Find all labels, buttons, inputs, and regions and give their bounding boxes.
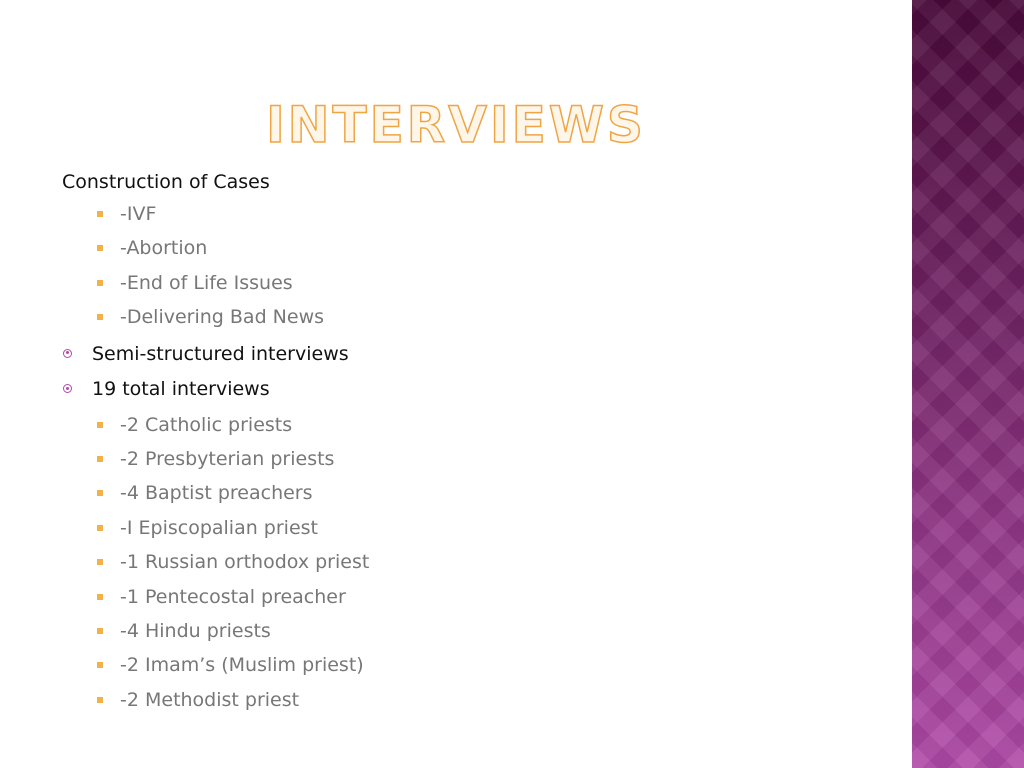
case-item <box>62 231 882 265</box>
square-bullet-icon <box>97 525 103 531</box>
square-bullet-icon <box>97 662 103 668</box>
interviewee-item <box>62 545 882 579</box>
case-item <box>62 197 882 231</box>
interviewee-item <box>62 408 882 442</box>
interviewee-label: -I Episcopalian priest <box>120 516 318 539</box>
bullet-item <box>62 372 882 408</box>
square-bullet-icon <box>97 456 103 462</box>
case-label: -Abortion <box>120 237 208 260</box>
circle-bullet-icon <box>63 349 72 358</box>
square-bullet-icon <box>97 594 103 600</box>
square-bullet-icon <box>97 628 103 634</box>
case-item <box>62 266 882 300</box>
interviewee-item <box>62 614 882 648</box>
square-bullet-icon <box>97 422 103 428</box>
square-bullet-icon <box>97 697 103 703</box>
bullet-label: Semi-structured interviews <box>92 342 349 365</box>
case-item <box>62 300 882 334</box>
circle-bullet-icon <box>63 384 72 393</box>
case-label: -End of Life Issues <box>120 271 293 294</box>
interviewee-label: -2 Presbyterian priests <box>120 447 335 470</box>
interviewee-item <box>62 511 882 545</box>
case-label: -Delivering Bad News <box>120 306 325 329</box>
slide-title: INTERVIEWS <box>266 96 646 154</box>
square-bullet-icon <box>97 245 103 251</box>
interviewee-item <box>62 683 882 717</box>
square-bullet-icon <box>97 314 103 320</box>
interviewee-item <box>62 580 882 614</box>
slide-body <box>62 167 882 717</box>
bullet-item <box>62 337 882 373</box>
interviewee-label: -1 Russian orthodox priest <box>120 551 370 574</box>
decorative-side-panel <box>912 0 1024 768</box>
bullet-label: 19 total interviews <box>92 378 270 401</box>
square-bullet-icon <box>97 559 103 565</box>
interviewee-label: -4 Baptist preachers <box>120 482 313 505</box>
square-bullet-icon <box>97 490 103 496</box>
case-label: -IVF <box>120 203 157 225</box>
square-bullet-icon <box>97 280 103 286</box>
interviewee-label: -2 Imam’s (Muslim priest) <box>120 654 364 677</box>
square-bullet-icon <box>97 211 103 217</box>
interviewee-item <box>62 648 882 682</box>
interviewee-label: -2 Catholic priests <box>120 413 293 436</box>
interviewee-label: -2 Methodist priest <box>120 688 300 711</box>
interviewee-item <box>62 476 882 510</box>
interviewee-item <box>62 442 882 476</box>
intro-line: Construction of Cases <box>62 171 270 193</box>
interviewee-label: -1 Pentecostal preacher <box>120 585 346 608</box>
interviewee-label: -4 Hindu priests <box>120 619 271 642</box>
